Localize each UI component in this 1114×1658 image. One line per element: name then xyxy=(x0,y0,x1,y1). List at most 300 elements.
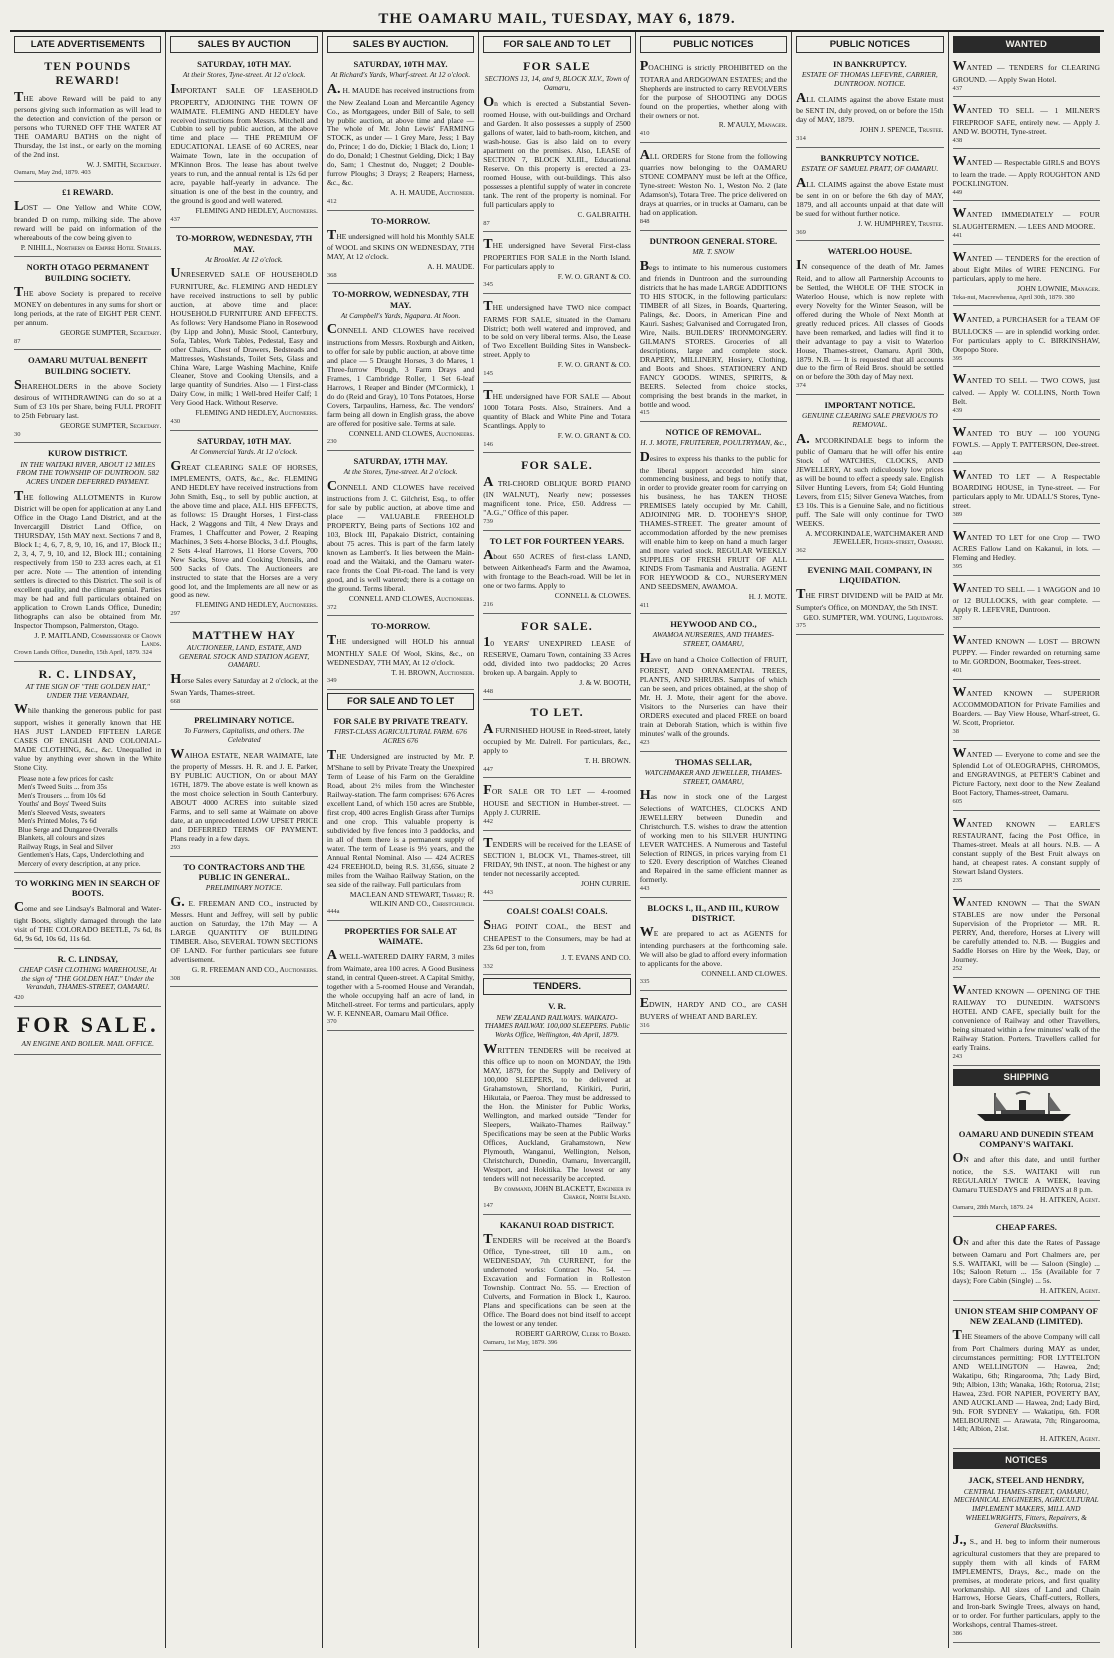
price-list-item: Blankets, all colours and sizes xyxy=(18,834,105,843)
ad-title: OAMARU AND DUNEDIN STEAM COMPANY'S WAITAKI. xyxy=(958,1128,1094,1149)
ad-body: FOR SALE OR TO LET — 4-roomed HOUSE and SECTION in Humber-street. — Apply J. CURRIE. xyxy=(483,783,631,817)
ad-body: WANTED KNOWN — EARLE'S RESTAURANT, facing the Post Office, in Thames-street. Meals at all hours. N.B. — A constant supply of the Best Fruit always on hand, at cheapest rates. A constant supply of Stewart Island Oysters. xyxy=(952,815,1100,877)
price-list-item: Men's Sleeved Vests, sweaters xyxy=(18,808,105,817)
ad-body: WANTED — TENDERS for CLEARING GROUND. — Apply Swan Hotel. xyxy=(952,59,1100,84)
ad-title: FOR SALE xyxy=(523,59,591,74)
ad-reference-number: 449 xyxy=(952,188,963,196)
ad-title: PROPERTIES FOR SALE AT WAIMATE. xyxy=(344,925,457,947)
ad-reference-number: 439 xyxy=(952,406,963,414)
ad-body: SHAG POINT COAL, the BEST and CHEAPEST to the Consumers, may be had at 23s 6d per ton, from xyxy=(483,918,631,952)
ad-reference-number: 739 xyxy=(483,518,494,525)
ad-body: Desires to express his thanks to the public for the liberal support accorded him since commencing business, and begs to notify that, in order to provide greater room for carrying on his business, he has TAKEN THOSE PREMISES lately occupied by Mr. Cahill, ADJOINING MR. D. TOOHEY'S SHOP, THAMES-STREET. The greater amount of accommodation afforded by the new premises will enable him to keep on hand a much larger and more varied stock. REGULAR WEEKLY SUPPLIES OF FRESH FRUIT OF ALL KINDS From Tasmania and Australia. AGENT FOR HEYWOOD & CO., NURSERYMEN AND SEEDSMEN, AWAMOA. xyxy=(639,449,788,591)
advertisement xyxy=(483,386,630,454)
ad-signature: By command, JOHN BLACKETT, Engineer in Charge, North Island. xyxy=(493,1183,631,1202)
ad-body: THE Undersigned are instructed by Mr. P. M'Shane to sell by Private Treaty the Unexpired Term of Lease of his Farm on the Geraldine Road, about 2½ miles from the Winchester Railway-station. The farm comprises: 676 Acres excellent Land, of which 150 acres are Stubble, first crop, 400 acres English Grass after Turnips and one crop. This valuable property is subdivided by five fences into 3 paddocks, and in all of them there is a permanent supply of water. The term of Lease is 9½ years, and the Annual Rental Nominal. Also — 424 ACRES 424 FREEHOLD, being R.S. 31,656, situate 2 miles from the Waihao Railway Station, on the sea side of the railway. Full particulars from xyxy=(326,747,475,889)
ad-reference-number: 605 xyxy=(952,798,963,806)
ad-reference-number: 375 xyxy=(796,622,806,630)
ad-subtitle: AN ENGINE AND BOILER. MAIL OFFICE. xyxy=(21,1038,154,1048)
advertisement xyxy=(14,57,161,182)
ad-signature: J. W. HUMPHREY, Trustee. xyxy=(857,218,944,228)
advertisement xyxy=(14,446,161,661)
advertisement xyxy=(796,57,943,147)
advertisement xyxy=(953,100,1100,149)
price-list-item: Men's Printed Moles, 7s 6d xyxy=(18,817,97,826)
advertisement xyxy=(953,1304,1100,1449)
ad-body: ON and after this date the Rates of Passage between Oamaru and Port Chalmers are, per S.S. WAITAKI, will be — Saloon (Single) ... 10s; Saloon Return ... 15s (Available for 7 days); Fore Cabin (Single) ... 5s. xyxy=(952,1234,1100,1286)
ad-signature: T. H. BROWN. xyxy=(584,756,631,766)
ad-body: Come and see Lindsay's Balmoral and Water-tight Boots, slightly damaged through the late visit of THE COLORADO BEETLE, 7s 6d, 8s 6d, 9s 6d, 10s 6d, 11s 6d. xyxy=(14,900,162,943)
advertisement xyxy=(483,703,630,778)
ad-body: TENDERS will be received at the Board's Office, Tyne-street, till 10 a.m., on WEDNESDAY, 7th CURRENT, for the undernoted works: Contract No. 54. — Excavation and Formation in Rolleston Township. Contract No. 55. — Erection of Culverts, and Formation in Block I., Kauroo. Plans and specifications can be seen at the Office. The Board does not bind itself to accept the lowest or any tender. xyxy=(483,1231,631,1329)
ad-title: FOR SALE. xyxy=(16,1011,159,1037)
ad-reference-number: Oamaru, May 2nd, 1879. 403 xyxy=(14,169,91,177)
ad-subtitle: At Brooklet. At 12 o'clock. xyxy=(205,254,283,264)
ad-reference-number: 410 xyxy=(639,130,650,138)
ad-reference-number: 147 xyxy=(483,1202,494,1210)
ad-title: NORTH OTAGO PERMANENT BUILDING SOCIETY. xyxy=(26,262,149,283)
ad-reference-number: 332 xyxy=(483,962,494,970)
ad-body: WANTED KNOWN — SUPERIOR ACCOMMODATION for Private Families and Boarders. — Bay View House, Wharf-street, G. W. Scott, Proprietor. xyxy=(952,684,1100,728)
ad-body: THE above Reward will be paid to any persons giving such information as will lead to the detection and conviction of the person or persons who TURNED OFF THE WATER AT THE OAMARU BATHS on the night of Thursday, the 1st inst., or early on the morning of the 2nd inst. xyxy=(14,89,162,159)
advertisement xyxy=(953,527,1100,576)
column-heading: WANTED xyxy=(953,36,1100,53)
ad-signature: A. H. MAUDE, Auctioneer. xyxy=(390,188,475,198)
ad-reference-number: 420 xyxy=(14,994,24,1001)
ad-body: THE undersigned have FOR SALE — About 1000 Totara Posts. Also, Strainers. And a quantity of Black and White Pine and Totara Scantlings. Apply to xyxy=(483,387,631,431)
ad-body: While thanking the generous public for past support, wishes it generally known that HE HAS JUST LANDED FIFTEEN LARGE CASES OF ENGLISH AND COLONIAL-MADE CLOTHING, &c., &c. Unequalled in value by anything ever shown in the White Stone City. xyxy=(14,702,162,772)
advertisement xyxy=(953,744,1100,811)
ad-reference-number: 146 xyxy=(483,440,494,448)
ad-body: A. M'CORKINDALE begs to inform the public of Oamaru that he will offer his entire Stock of WATCHES, CLOCKS, AND JEWELLERY, At such ridiculously low prices as will be bound to effect a speedy sale. English Silver Hunting Levers, from £4; Gold Hunting Levers, from £15; Silver Geneva Watches, from £3 10s. This is a Genuine Sale, and no fictitious puff. The Sale will only continue for TWO WEEKS. xyxy=(796,431,944,528)
ad-reference-number: 362 xyxy=(796,547,806,555)
ad-body: CONNELL AND CLOWES have received instructions from Messrs. Roxburgh and Aitken, to offer for sale by public auction, at above time and place — 5 Draught Horses, 3 do Mares, 1 Three-furrow Plough, 3 Farm Drays and Frames, 1 Cambridge Roller, 1 Set 6-leaf Harrows, 1 Reaper and Binder (M'Cormick), 1 do do (Reid and Gray), 10 Tons Potatoes, Horse Covers, Tarpaulins, Harness, &c. The vendors' farm being all down in English grass, the above are offered for positive sale. Terms at sale. xyxy=(326,322,475,428)
ad-reference-number: 440 xyxy=(952,450,963,457)
ad-body: WANTED — Respectable GIRLS and BOYS to learn the trade. — Apply ROUGHTON AND POCKLINGTON. xyxy=(952,154,1100,188)
ad-body: THE Steamers of the above Company will call from Port Chalmers during MAY as under, circumstances permitting: FOR LYTTELTON AND WELLINGTON — Hawea, 2nd; Wakatipu, 6th; Ringarooma, 7th; Lady Bird, 9th; Albion, 13th; Wanaka, 16th; Rotorua, 21st; Hawea, 23rd. FOR NAPIER, POVERTY BAY, AND AUCKLAND — Hawea, 2nd; Lady Bird, 9th. FOR SYDNEY — Wakatipu, 6th. FOR MELBOURNE — Arawata, 7th; Ringarooma, 14th; Albion, 21st. xyxy=(952,1328,1100,1434)
advertisement xyxy=(953,1473,1100,1643)
ad-title: UNION STEAM SHIP COMPANY OF NEW ZEALAND (LIMITED). xyxy=(954,1306,1098,1327)
ad-body: ON and after this date, and until further notice, the S.S. WAITAKI will run REGULARLY TWICE A WEEK, leaving Oamaru TUESDAYS and FRIDAYS at 8 p.m. xyxy=(952,1151,1100,1194)
ad-body: LOST — One Yellow and White COW, branded D on rump, milking side. The above reward will be paid on information of the whereabouts of the cow being given to xyxy=(14,199,162,242)
ad-reference-number: 401 xyxy=(952,667,963,675)
ad-subtitle: At the Stores, Tyne-street. At 2 o'clock. xyxy=(343,467,458,477)
ad-subtitle: AUCTIONEER, LAND, ESTATE, AND GENERAL STOCK AND STATION AGENT, OAMARU. xyxy=(179,642,310,670)
column-heading: FOR SALE AND TO LET xyxy=(483,36,630,53)
advertisement xyxy=(953,981,1100,1066)
ad-body: A FURNISHED HOUSE in Reed-street, lately occupied by Mr. Dalrell. For particulars, &c., apply to xyxy=(483,721,631,756)
price-list-item: Railway Rugs, in Seal and Silver xyxy=(18,842,114,851)
advertisement xyxy=(953,152,1100,201)
column-2 xyxy=(166,32,322,1648)
ad-body: Has now in stock one of the Largest Selections of WATCHES, CLOCKS AND JEWELLERY between Dunedin and Christchurch. T.S. wishes to draw the attention of working men to his SILVER HUNTING LEVER WATCHES. A Numerous and Tasteful Selection of RINGS, in prices varying from £1 to £20. Every description of Watches Cleaned and Repaired in the same efficient manner as formerly. xyxy=(639,788,788,885)
ad-body: WANTED TO BUY — 100 YOUNG FOWLS. — Apply T. PATTERSON, Dee-street. xyxy=(952,424,1100,450)
ad-title: BANKRUPTCY NOTICE. xyxy=(820,152,920,163)
advertisement xyxy=(483,534,630,614)
ad-signature: ROBERT GARROW, Clerk to Board. xyxy=(515,1329,631,1339)
ad-subtitle: H. J. MOTE, FRUITERER, POULTRYMAN, &c., xyxy=(640,438,787,448)
ad-title: BLOCKS I., II., AND III., KUROW DISTRICT. xyxy=(647,903,780,924)
ad-signature: FLEMING AND HEDLEY, Auctioneers. xyxy=(195,408,318,418)
ad-body: WRITTEN TENDERS will be received at this office up to noon on MONDAY, the 19th MAY, 1879, for the Supply and Delivery of 100,000 SLEEPERS, to be delivered at Grahamstown, Shortland, Kirikiri, Puriri, Hikutaia, or Paeroa. They must be addressed to the Hon. the Minister for Public Works, Wellington, and marked outside "Tender for Sleepers, Waikato-Thames Railway." Specifications may be seen at the Public Works Offices, Auckland, Grahamstown, New Plymouth, Wanganui, Wellington, Nelson, Christchurch, Dunedin, Oamaru, Invercargill, Westport, and Hokitika. The lowest or any tenders will not necessarily be accepted. xyxy=(483,1041,631,1183)
column-1 xyxy=(10,32,166,1648)
ad-subtitle: FIRST-CLASS AGRICULTURAL FARM. 676 ACRES 676 xyxy=(334,727,467,746)
ad-reference-number: 314 xyxy=(796,134,806,142)
ad-reference-number: 430 xyxy=(170,418,181,426)
section-heading: FOR SALE AND TO LET xyxy=(327,693,474,710)
ad-reference-number: 415 xyxy=(639,409,650,417)
ad-reference-number: Oamaru, 1st May, 1879. 396 xyxy=(483,1338,558,1346)
ad-title: TO-MORROW. xyxy=(371,621,431,632)
advertisement xyxy=(953,631,1100,680)
advertisement xyxy=(327,924,474,1031)
ad-signature: JOHN LOWNIE, Manager. xyxy=(1017,284,1100,294)
ad-title: FOR SALE. xyxy=(521,618,593,633)
ad-reference-number: 444a xyxy=(326,908,340,916)
advertisement xyxy=(953,423,1100,463)
advertisement xyxy=(14,260,161,350)
advertisement xyxy=(483,297,630,383)
ad-title: JACK, STEEL AND HENDRY, xyxy=(968,1475,1085,1486)
ad-title: OAMARU MUTUAL BENEFIT BUILDING SOCIETY. xyxy=(28,355,148,376)
advertisement xyxy=(796,244,943,395)
ad-reference-number: 443 xyxy=(483,888,494,896)
advertisement xyxy=(483,999,630,1214)
advertisement xyxy=(953,814,1100,890)
ad-subtitle: SECTIONS 13, 14, and 9, BLOCK XLV., Town of Oamaru, xyxy=(484,74,630,93)
ad-title: TO-MORROW. xyxy=(371,215,431,226)
ad-reference-number: 448 xyxy=(483,687,494,695)
ad-title: £1 REWARD. xyxy=(62,187,114,198)
ad-title: MATTHEW HAY xyxy=(192,627,297,642)
ad-signature: G. R. FREEMAN AND CO., Auctioneers. xyxy=(191,964,318,974)
advertisement xyxy=(327,714,474,921)
advertisement xyxy=(483,1218,630,1352)
ad-reference-number: 349 xyxy=(326,677,337,685)
ad-title: SATURDAY, 17TH MAY. xyxy=(353,455,448,466)
ad-signature: W. J. SMITH, Secretary. xyxy=(86,159,162,169)
ad-signature: JOHN CURRIE. xyxy=(581,878,631,888)
advertisement xyxy=(953,466,1100,524)
ad-signature: H. AITKEN, Agent. xyxy=(1040,1434,1100,1444)
advertisement xyxy=(640,425,787,614)
advertisement xyxy=(796,563,943,635)
ad-subtitle: At Commercial Yards. At 12 o'clock. xyxy=(190,446,298,456)
ad-body: Begs to intimate to his numerous customers and friends in Duntroon and the surrounding districts that he has made LARGE ADDITIONS TO HIS STOCK, in the following particulars: TIMBER of all Sizes, in Boards, Quartering, Palings, &c. Doors, in American Pine and Kauri. Sashes; Galvanised and Corrugated Iron, Wire, Nails. BUILDERS' IRONMONGERY. GILMAN'S STORES. Groceries of all descriptions, large and complete stock. DRAPERY, MILLINERY, Hosiery, Clothing, and Boots and Shoes. STATIONERY AND FANCY GOODS. WINES, SPIRITS, & BEERS. Selected from choice stocks, comprising the best brands in the market, in bottle and wood. xyxy=(639,258,788,409)
advertisement xyxy=(483,834,630,902)
ad-title: R. C. LINDSAY, xyxy=(57,953,118,964)
ad-reference-number: 243 xyxy=(952,1053,963,1060)
ad-reference-number: 374 xyxy=(796,382,806,390)
ad-body: WANTED IMMEDIATELY — FOUR SLAUGHTERMEN. — LEES AND MOORE. xyxy=(952,206,1100,231)
ad-reference-number: 87 xyxy=(14,337,21,345)
ad-body: WANTED TO SELL — 1 WAGGON and 10 or 12 BULLOCKS, with gear complete. — Apply R. LEFEVRE, Duntroon. xyxy=(952,580,1100,615)
ad-subtitle: IN THE WAITAKI RIVER, ABOUT 12 MILES FROM THE TOWNSHIP OF DUNTROON. 582 ACRES UNDER DEFERRED PAYMENT. xyxy=(16,459,160,487)
advertisement xyxy=(483,456,630,530)
ad-reference-number: 372 xyxy=(326,603,337,611)
ad-title: WATERLOO HOUSE. xyxy=(827,246,912,257)
ad-subtitle: MR. T. SNOW xyxy=(692,246,735,256)
ad-reference-number: 437 xyxy=(952,84,963,92)
ad-subtitle: CENTRAL THAMES-STREET, OAMARU, MECHANICAL ENGINEERS, AGRICULTURAL IMPLEMENT MAKERS, MILL AND WHEELWRIGHTS, Fitters, Repairers, & General Blacksmiths. xyxy=(953,1486,1099,1531)
ad-body: WANTED — Everyone to come and see the Splendid Lot of OLEOGRAPHS, CHROMOS, and ENGRAVINGS, at PETER'S Cabinet and Picture Factory, next door to the New Zealand Boot Factory, Thames-street, Oamaru. xyxy=(952,745,1100,798)
advertisement xyxy=(483,617,630,701)
advertisement xyxy=(640,994,787,1034)
price-list-item: Men's Tweed Suits ... from 35s xyxy=(18,783,107,792)
advertisement xyxy=(640,617,787,751)
column-heading: PUBLIC NOTICES xyxy=(640,36,787,53)
ad-reference-number: Oamaru, 28th March, 1879. 24 xyxy=(952,1204,1033,1212)
ad-body: THE above Society is prepared to receive MONEY on debentures in any sums for short or long periods, at the rate of EIGHT PER CENT. per annum. xyxy=(14,284,162,328)
ad-body: THE undersigned have TWO nice compact FARMS FOR SALE, situated in the Oamaru District; both well watered and improved, and to be sold on very liberal terms. Also, the Lease of Two Excellent Building Sites in Wansbeck-street. Apply to xyxy=(483,299,631,360)
ad-reference-number: 395 xyxy=(952,354,963,362)
ad-reference-number: 252 xyxy=(952,965,963,973)
ad-signature: F. W. O. GRANT & CO. xyxy=(557,431,631,441)
ad-signature: GEORGE SUMPTER, Secretary. xyxy=(60,421,162,431)
advertisement xyxy=(640,146,787,231)
ad-body: J., S., and H. beg to inform their numerous agricultural customers that they are prepared to supply them with all kinds of FARM IMPLEMENTS, Drays, &c., made on the premises, at moderate prices, and first quality workmanship. All sizes of Land and Chain Harrows, Horse Gears, Chaff-cutters, Rollers, and Iron-bark Swingle Trees, always on hand, or to order. For further particulars, apply to the Workshops, central Thames-street. xyxy=(952,1533,1100,1630)
ad-body: 10 YEARS' UNEXPIRED LEASE of RESERVE, Oamaru Town, containing 33 Acres odd, divided into two paddocks; 20 Acres broken up. A bargain. Apply to xyxy=(483,634,631,678)
ad-subtitle: NEW ZEALAND RAILWAYS. WAIKATO-THAMES RAILWAY. 100,000 SLEEPERS. Public Works Office, Wellington, 4th April, 1879. xyxy=(484,1012,630,1040)
ad-subtitle: AWAMOA NURSERIES, AND THAMES-STREET, OAMARU, xyxy=(652,630,775,649)
ad-title: NOTICE OF REMOVAL. xyxy=(665,427,762,438)
ad-title: TO-MORROW, WEDNESDAY, 7TH MAY. xyxy=(332,289,469,310)
ad-subtitle: WATCHMAKER AND JEWELLER, THAMES-STREET, OAMARU, xyxy=(644,767,783,786)
advertisement xyxy=(483,781,630,830)
ad-title: CHEAP FARES. xyxy=(995,1221,1057,1232)
ad-body: GREAT CLEARING SALE OF HORSES, IMPLEMENTS, OATS, &c., &c. FLEMING AND HEDLEY have received instructions from John Smith, Esq., to sell by public auction, at the above time and place, ALL HIS EFFECTS, as follows: 15 Draught Horses, 1 First-class Hack, 2 Waggons and Tilt, 4 New Drays and Frames, 1 Chaffcutter and Power, 2 Reaping Machines, 3 Sets 4-horse Blocks, 3 d.f. Ploughs, 2 Sets 4-leaf Harrows, 11 Horse Covers, 700 New Sacks, Stove and Cooking Utensils, and 500 Sacks of Oats. The Auctioneers are instructed to state that the Horses are a very good lot, and the Implements are all new or as good as new. xyxy=(170,458,318,600)
price-list-item: Blue Serge and Dungaree Overalls xyxy=(18,825,118,834)
ad-signature: R. M'AULY, Manager. xyxy=(718,120,788,130)
column-heading: SALES BY AUCTION xyxy=(170,36,317,53)
advertisement xyxy=(640,755,787,898)
ad-signature: A. H. MAUDE. xyxy=(427,262,475,272)
ad-signature: FLEMING AND HEDLEY, Auctioneers. xyxy=(195,206,318,216)
column-heading: LATE ADVERTISEMENTS xyxy=(14,36,161,53)
ad-reference-number: 316 xyxy=(639,1021,650,1029)
advertisement xyxy=(796,151,943,242)
ad-title: THOMAS SELLAR, xyxy=(674,756,752,767)
ad-body: UNRESERVED SALE OF HOUSEHOLD FURNITURE, &c. FLEMING AND HEDLEY have received instructions to sell by public auction, at above time and place: HOUSEHOLD FURNITURE AND EFFECTS. As follows: Very Handsome Piano in Rosewood (by Lipp and John), Music Stool, Canterbury, Sofa, Tables, Work Tables, Pedestal, Easy and other Chairs, Chest of Drawers, Bedsteads and Mattresses, Washstands, Toilet Sets, Glass and China Ware, Large Washing Machine, Knife Cleaner, Stove and Cooking Utensils, and a large quantity of Sundries. Also — 1 First-class Dairy Cow, in milk; 1 Well-bred Heifer Calf; 1 Very Good Hack. Without Reserve. xyxy=(170,266,318,408)
ad-signature: C. GALBRAITH. xyxy=(577,209,631,219)
ad-title: COALS! COALS! COALS. xyxy=(506,906,608,917)
ad-reference-number: 447 xyxy=(483,765,494,773)
advertisement xyxy=(640,901,787,991)
advertisement xyxy=(796,398,943,560)
ad-reference-number: 230 xyxy=(326,438,337,446)
ad-signature: F. W. O. GRANT & CO. xyxy=(557,271,631,281)
ad-subtitle: To Farmers, Capitalists, and others. The Celebrated xyxy=(184,726,305,745)
ad-body: WANTED KNOWN — That the SWAN STABLES are now under the Personal Supervision of the Proprietor — MR. R. PERRY, And, therefore, Horses at Livery will be carefully attended to. N.B. — Buggies and Saddle Horses on Hire by the Week, Day, or Journey. xyxy=(952,894,1100,965)
ad-reference-number: 389 xyxy=(952,511,963,519)
ad-body: IMPORTANT SALE OF LEASEHOLD PROPERTY, ADJOINING THE TOWN OF WAIMATE. FLEMING AND HEDLEY have received instructions from Messrs. Mitchell and Cubbin to sell by public auction, at the above time and place — THE PREMIUM OF EDUCATIONAL LEASE of 60 ACRES, near Waimate Town, late in the occupation of M'Kinnon Bros. The lease has about twelve years to run, and the annual rental is 12s 6d per acre, payable half-yearly in advance. The situation is one of the best in the country, and the ground is good and well watered. xyxy=(170,82,318,206)
ad-title: SATURDAY, 10TH MAY. xyxy=(197,435,292,446)
price-list-item: Youths' and Boys' Tweed Suits xyxy=(18,800,107,809)
advertisement xyxy=(953,579,1100,628)
ad-body: WANTED KNOWN — OPENING OF THE RAILWAY TO DUNEDIN. WATSON'S HOTEL AND CAFE, specially built for the convenience of Railway and other Travellers, being situated within a few minutes' walk of the Railway Station. Porters. Travellers called for early Trains. xyxy=(952,982,1100,1053)
ad-body: ALL ORDERS for Stone from the following quarries now belonging to the OAMARU STONE COMPANY must be left at the Office, Tyne-street: Weston No. 1, Weston No. 2 (late Adamson's), Totara Tree. The price delivered on drays at quarries, or in trucks at Oamaru, can be had on application. xyxy=(639,147,788,218)
ad-body: WANTED — TENDERS for the erection of about Eight Miles of WIRE FENCING. For particulars, apply to me here. xyxy=(952,249,1100,284)
ad-title: HEYWOOD AND CO., xyxy=(670,619,757,630)
ad-reference-number: Teka-nui, Macrewhenua, April 30th, 1879. 380 xyxy=(952,293,1075,301)
ad-body: WANTED TO LET — A Respectable BOARDING HOUSE, in Tyne-street. — For particulars apply to Mr. UDALL'S Stores, Tyne-street. xyxy=(952,467,1100,511)
advertisement xyxy=(327,214,474,285)
ad-title: FOR SALE. xyxy=(521,458,593,473)
advertisement xyxy=(953,1220,1100,1301)
ad-reference-number: 345 xyxy=(483,281,494,289)
ad-body: WANTED KNOWN — LOST — BROWN PUPPY. — Finder rewarded on returning same to Mr. GORDON, Bootmaker, Tees-street. xyxy=(952,632,1100,667)
ad-title: R. C. LINDSAY, xyxy=(38,666,137,681)
advertisement xyxy=(170,57,317,228)
advertisement xyxy=(953,893,1100,978)
column-heading: SALES BY AUCTION. xyxy=(327,36,474,53)
notices-heading: NOTICES xyxy=(953,1452,1100,1469)
ad-reference-number: 386 xyxy=(952,1630,963,1638)
ad-reference-number: 395 xyxy=(952,563,963,571)
ad-title: TO CONTRACTORS AND THE PUBLIC IN GENERAL. xyxy=(183,861,305,882)
ad-title: IN BANKRUPTCY. xyxy=(832,59,907,70)
ad-reference-number: 145 xyxy=(483,370,494,378)
ad-signature: CONNELL & CLOWES. xyxy=(554,591,631,601)
ad-body: A WELL-WATERED DAIRY FARM, 3 miles from Waimate, area 100 acres. A Good Business stand, in central Queen-street. A Capital Smithy, together with a 5-roomed House and Verandah, the whole occupying half an acre of land, in Mitchell-street. For terms and particulars, apply W. F. KENNEAR, Oamaru Mail Office. xyxy=(326,948,475,1018)
ad-body: WANTED TO SELL — 1 MILNER'S FIREPROOF SAFE, entirely new. — Apply J. AND W. BOOTH, Tyne-street. xyxy=(952,102,1100,136)
ad-body: THE undersigned have Several First-class PROPERTIES FOR SALE in the North Island. For particulars apply to xyxy=(483,237,631,271)
advertisement xyxy=(953,57,1100,97)
ad-signature: JOHN J. SPENCE, Trustee. xyxy=(859,125,944,135)
ad-body: THE following ALLOTMENTS in Kurow District will be open for application at any Land Office in the Otago Land District, and at the Invercargill District Land Office, on THURSDAY, 15th MAY next. Sections 7 and 8, Block I.; 4, 6, 7, 8, 9, 10, 16, and 17, Block II.; 2, 3, 4, 7, 9, 10, and 12, Block III.; containing respectively from 150 to 233 acres each, at £1 per acre. Note — The attention of intending settlers is directed to this District. The soil is of excellent quality, and the climate genial. Parties may be had and full particulars obtained on application to Crown Lands Office, Dunedin; lithographs can also be obtained from Mr. Inspector Thompson, Palmerston, Otago. xyxy=(14,488,162,630)
price-list xyxy=(14,775,161,868)
column-5 xyxy=(636,32,792,1648)
ad-reference-number: 369 xyxy=(796,228,806,236)
ad-signature: MACLEAN AND STEWART, Timaru; R. WILKIN AND CO., Christchurch. xyxy=(349,889,475,908)
advertisement xyxy=(14,185,161,257)
ad-title: TO WORKING MEN IN SEARCH OF BOOTS. xyxy=(15,878,161,899)
ad-body: THE FIRST DIVIDEND will be PAID at Mr. Sumpter's Office, on MONDAY, the 5th INST. xyxy=(796,587,944,612)
ad-body: WANTED TO LET for one Crop — TWO ACRES Fallow Land on Kakanui, in lots. — Fleming and Hedley. xyxy=(952,528,1100,563)
advertisement xyxy=(170,231,317,430)
ad-body: ALL CLAIMS against the above Estate must be SENT IN, duly proved, on or before the 15th day of MAY, 1879. xyxy=(796,90,944,125)
advertisement xyxy=(14,353,161,443)
ad-body: Have on hand a Choice Collection of FRUIT, FOREST, AND ORNAMENTAL TREES, PLANTS, AND SHRUBS. Samples of which can be seen, and prices obtained, at the shop of Mr. H. J. Mote, their agent for the above. Visitors to the Nurseries can have their ORDERS executed and placed FREE on board train at Deborah Station, which is within five minutes' walk of the grounds. xyxy=(639,650,788,739)
ad-signature: H. AITKEN, Agent. xyxy=(1040,1286,1100,1296)
ad-reference-number: 442 xyxy=(483,817,494,825)
ad-reference-number: Crown Lands Office, Dunedin, 15th April, 1879. 324 xyxy=(14,649,152,657)
ad-reference-number: 437 xyxy=(170,215,181,223)
ad-body: THE undersigned will HOLD his annual MONTHLY SALE Of Wool, Skins, &c., on WEDNESDAY, 7TH MAY, At 12 o'clock. xyxy=(326,633,475,667)
advertisement xyxy=(14,952,161,1007)
columns-container xyxy=(10,32,1104,1648)
column-heading: PUBLIC NOTICES xyxy=(796,36,943,53)
advertisement xyxy=(953,1127,1100,1217)
advertisement xyxy=(953,309,1100,367)
ad-reference-number: 235 xyxy=(952,877,963,885)
ad-subtitle: ESTATE OF THOMAS LEFEVRE, CARRIER, DUNTROON. NOTICE. xyxy=(801,70,938,89)
ad-body: G. E. FREEMAN AND CO., instructed by Messrs. Hunt and Jeffrey, will sell by public auction on Saturday, the 17th May — A LARGE QUANTITY OF BUILDING TIMBER. Also, SEVERAL TOWN SECTIONS OF LAND. For further particulars see future advertisement. xyxy=(170,894,318,964)
ad-signature: J. T. EVANS AND CO. xyxy=(561,952,631,962)
ad-title: TO-MORROW, WEDNESDAY, 7TH MAY. xyxy=(176,233,313,254)
ad-body: THE undersigned will hold his Monthly SALE of WOOL and SKINS ON WEDNESDAY, 7TH MAY, At 12 o'clock. xyxy=(326,227,475,262)
ad-reference-number: 848 xyxy=(639,218,650,226)
ad-title: SATURDAY, 10TH MAY. xyxy=(197,59,292,70)
advertisement xyxy=(953,370,1100,419)
ad-body: About 650 ACRES of first-class LAND, between Aitkenhead's Farm and the Awamoa, with frontage to the Beach-road. Will be let in one or two farms. Apply to xyxy=(483,547,631,591)
ad-subtitle: GENUINE CLEARING SALE PREVIOUS TO REMOVAL. xyxy=(801,411,938,429)
ad-title: V. R. xyxy=(548,1001,566,1012)
ad-subtitle: AT THE SIGN OF "THE GOLDEN HAT," UNDER THE VERANDAH, xyxy=(25,681,150,700)
advertisement xyxy=(170,860,317,988)
ad-body: WE are prepared to act as AGENTS for intending purchasers at the forthcoming sale. We will also be glad to afford every information to applicants for the above. xyxy=(639,925,788,968)
ad-signature: CONNELL AND CLOWES. xyxy=(701,968,788,978)
advertisement xyxy=(327,619,474,690)
ad-title: KUROW DISTRICT. xyxy=(47,448,128,459)
ad-subtitle: CHEAP CASH CLOTHING WAREHOUSE, At the sign of "THE GOLDEN HAT." Under the Verandah, THAMES-STREET, OAMARU. xyxy=(18,964,157,992)
ad-reference-number: 335 xyxy=(639,978,650,986)
ad-body: IN consequence of the death of Mr. James Reid, and to allow all Partnership Accounts to be Settled, the WHOLE OF THE STOCK in Waterloo House, which is now replete with every Novelty for the Winter Season, will be offered during the Whole of Next Month at greatly reduced prices. All classes of Goods have been remarked, and ladies will find it to their advantage to pay a visit to Waterloo House, Thames-street, Oamaru. April 30th, 1879. N.B. — It is requested that all accounts due to the firm of Reid Bros. should be settled on or before the 30th day of May next. xyxy=(796,258,944,382)
ad-reference-number: 297 xyxy=(170,610,181,618)
ad-title: DUNTROON GENERAL STORE. xyxy=(649,235,778,246)
ad-body: CONNELL AND CLOWES have received instructions from J. C. Gilchrist, Esq., to offer for sale by public auction, at above time and place — VALUABLE FREEHOLD PROPERTY, Being parts of Sections 102 and 103, Block III, Papakaio District, containing about 75 acres. This is part of the farm lately known as Lambert's. It lies between the Main-road and the Waitaki, and the Oamaru water-race fronts the Coal Pit-road. The land is very good, and is well watered; there is a cottage on the ground. Terms liberal. xyxy=(326,478,475,593)
ad-signature: H. J. MOTE. xyxy=(748,591,788,601)
ad-title: SATURDAY, 10TH MAY. xyxy=(353,59,448,70)
ad-signature: P. NIHILL, Northern or Empire Hotel Stables. xyxy=(20,242,162,252)
column-4 xyxy=(479,32,635,1648)
ad-reference-number: 308 xyxy=(170,974,181,982)
ad-signature: J. P. MAITLAND, Commissioner of Crown Lands. xyxy=(34,630,162,649)
ad-signature: GEO. SUMPTER, WM. YOUNG, Liquidators. xyxy=(803,612,944,622)
ad-signature: F. W. O. GRANT & CO. xyxy=(557,360,631,370)
advertisement xyxy=(14,1010,161,1056)
advertisement xyxy=(327,57,474,210)
ad-signature: CONNELL AND CLOWES, Auctioneers. xyxy=(348,593,475,603)
ad-signature: GEORGE SUMPTER, Secretary. xyxy=(60,328,162,338)
ad-reference-number: 411 xyxy=(639,601,650,609)
ad-signature: T. H. BROWN, Auctioneer. xyxy=(391,667,475,677)
advertisement xyxy=(327,287,474,450)
ad-title: IMPORTANT NOTICE. xyxy=(824,400,916,411)
masthead: THE OAMARU MAIL, TUESDAY, MAY 6, 1879. xyxy=(10,8,1104,32)
advertisement xyxy=(483,57,630,232)
advertisement xyxy=(953,683,1100,741)
ad-title: EVENING MAIL COMPANY, IN LIQUIDATION. xyxy=(807,564,933,585)
ad-body: TENDERS will be received for the LEASE of SECTION 1, BLOCK VI., Thames-street, till FRIDAY, 9th INST., at noon. The highest or any tender not necessarily accepted. xyxy=(483,835,631,878)
shipping-heading: SHIPPING xyxy=(953,1069,1100,1086)
ad-body: EDWIN, HARDY AND CO., are CASH BUYERS of WHEAT AND BARLEY. xyxy=(639,996,788,1021)
ad-body: A. H. MAUDE has received instructions from the New Zealand Loan and Mercantile Agency Co., as Mortgagees, under Bill of Sale, to sell by public auction, at above time and place — The whole of Mr. John Lewis' FARMING STOCK, as under — 1 Grey Mare, Jess; 1 Bay do, Prince; 1 do do, Dickie; 1 Black do, Lion; 1 do do, Donald; 1 Chestnut Gelding, Dick; 1 Bay do, Sam; 1 Chestnut do, Nugget; 2 Double-furrow Ploughs; 3 Drays; 2 Reapers; Harness, &c., &c. xyxy=(326,82,475,188)
advertisement xyxy=(953,248,1100,307)
ad-reference-number: 443 xyxy=(639,885,650,893)
price-list-item: Men's Trousers ... from 10s 6d xyxy=(18,791,106,800)
advertisement xyxy=(14,665,161,873)
ad-title: FOR SALE BY PRIVATE TREATY. xyxy=(333,716,468,727)
ad-body: SHAREHOLDERS in the above Society desirous of WITHDRAWING can do so at a Sum of £3 10s per Share, being FULL PROFIT to 25th February last. xyxy=(14,377,162,421)
advertisement xyxy=(170,713,317,856)
ad-title: TO LET. xyxy=(530,705,584,720)
column-7 xyxy=(949,32,1104,1648)
advertisement xyxy=(483,904,630,975)
ad-signature: H. AITKEN, Agent. xyxy=(1040,1194,1100,1204)
ad-title: TO LET FOR FOURTEEN YEARS. xyxy=(489,535,625,546)
ad-subtitle: PRELIMINARY NOTICE. xyxy=(205,882,283,892)
column-6 xyxy=(792,32,948,1648)
price-list-item: Please note a few prices for cash: xyxy=(18,774,114,783)
ad-body: On which is erected a Substantial Seven-roomed House, with out-buildings and Orchard and Garden. It also possesses a supply of 2500 gallons of water, laid to bath-room, kitchen, and wash-house. Gas is also laid on to every apartment on the premises. Also, LEASE of SECTION 7, BLOCK XLIII., Educational Reserve. On this property is erected a 23-roomed House, with out-buildings. This also possesses a plentiful supply of water in concrete tank. The rent of the property is nominal. For full particulars apply to xyxy=(483,94,631,209)
ad-reference-number: 438 xyxy=(952,136,963,144)
ad-reference-number: 30 xyxy=(14,430,21,438)
ad-reference-number: 387 xyxy=(952,615,963,623)
ad-reference-number: 668 xyxy=(170,697,181,705)
ad-body: WANTED TO SELL — TWO COWS, just calved. — Apply W. COLLINS, North Town Belt. xyxy=(952,372,1100,406)
advertisement xyxy=(953,204,1100,244)
ad-reference-number: 423 xyxy=(639,738,650,746)
